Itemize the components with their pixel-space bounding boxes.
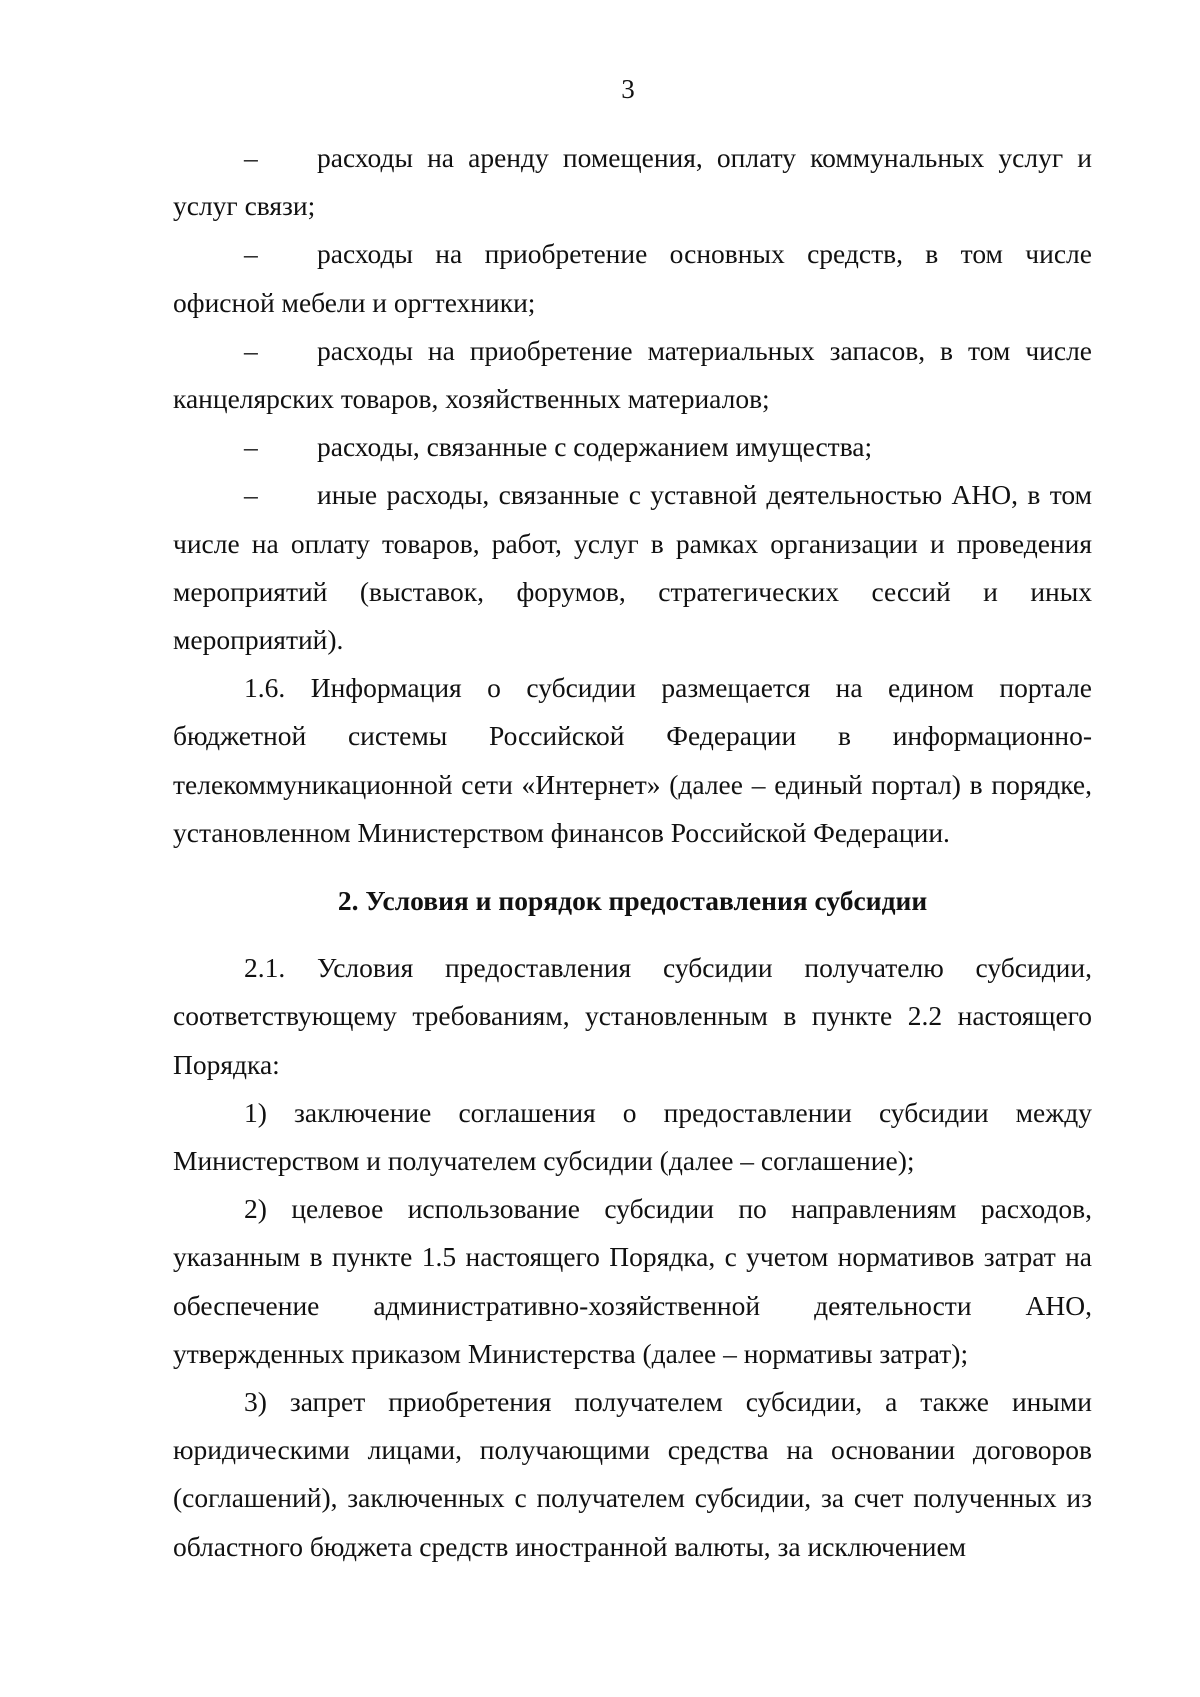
bullet-dash: – [244, 431, 258, 463]
expense-bullet [173, 134, 1092, 230]
paragraph-2-1: 2.1. Условия предоставления субсидии получателю субсидии, соответствующему требованиям, установленным в пункте 2.2 настоящего Порядка: [173, 952, 1092, 1080]
document-body [173, 134, 1092, 1571]
expense-bullet [173, 423, 1092, 471]
condition-item: 1) заключение соглашения о предоставлении субсидии между Министерством и получателем субсидии (далее – соглашение); [173, 1096, 1092, 1177]
bullet-dash: – [244, 142, 258, 173]
condition-item: 3) запрет приобретения получателем субсидии, а также иными юридическими лицами, получающими средства на основании договоров (соглашений), заключенных с получателем субсидии, за счет полученных из областного бюджета средств иностранной валюты, за исключением [173, 1386, 1092, 1562]
bullet-text: расходы на приобретение материальных запасов, в том числе канцелярских товаров, хозяйственных материалов; [173, 334, 1092, 415]
paragraph-1-6: 1.6. Информация о субсидии размещается на едином портале бюджетной системы Российской Федерации в информационно-телекоммуникационной сети «Интернет» (далее – единый портал) в порядке, установленном Министерством финансов Российской Федерации. [173, 672, 1092, 848]
page-number: 3 [621, 74, 635, 104]
condition-item: 2) целевое использование субсидии по направлениям расходов, указанным в пункте 1.5 настоящего Порядка, с учетом нормативов затрат на обеспечение административно-хозяйственной деятельности АНО, утвержденных приказом Министерства (далее – нормативы затрат); [173, 1193, 1092, 1369]
expense-bullet [173, 230, 1092, 326]
bullet-dash: – [244, 479, 258, 511]
section-heading: 2. Условия и порядок предоставления субсидии [337, 885, 928, 917]
expense-bullet [173, 327, 1092, 423]
bullet-text: расходы, связанные с содержанием имущества; [317, 431, 873, 463]
bullet-dash: – [244, 334, 258, 366]
bullet-text: расходы на приобретение основных средств, в том числе офисной мебели и оргтехники; [173, 238, 1092, 318]
bullet-text: расходы на аренду помещения, оплату коммунальных услуг и услуг связи; [173, 142, 1092, 222]
expense-bullet [173, 471, 1092, 664]
bullet-text: иные расходы, связанные с уставной деятельностью АНО, в том числе на оплату товаров, работ, услуг в рамках организации и проведения мероприятий (выставок, форумов, стратегических сессий и иных мероприятий). [173, 479, 1092, 656]
bullet-dash: – [244, 238, 258, 270]
